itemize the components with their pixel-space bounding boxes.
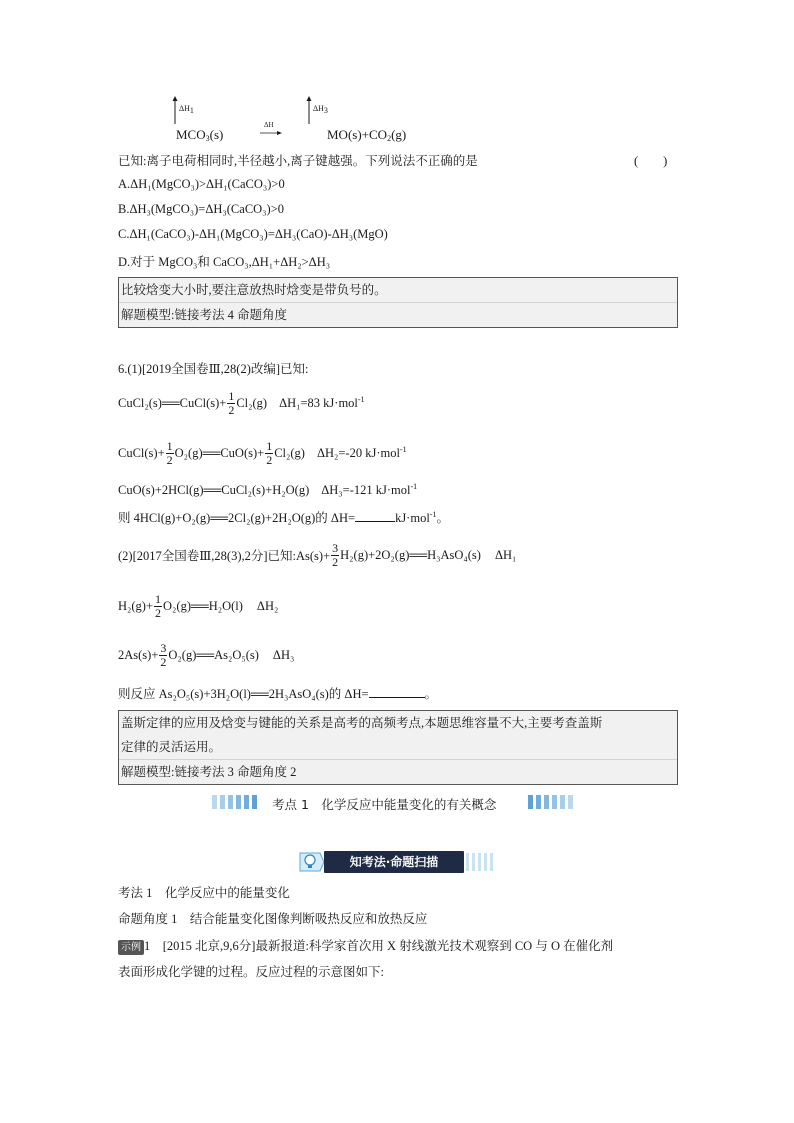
answer-blank[interactable] [369,697,425,698]
angle-heading: 命题角度 1 结合能量变化图像判断吸热反应和放热反应 [118,912,428,926]
q6-eq1: CuCl₂(s) ══ CuCl(s)+ $\frac{1}{2}$ Cl₂(g) ΔH₁=83 kJ·mol$^{-1}$ [118,388,365,417]
q5-answer-paren: ( ) [634,154,668,168]
stripes-left-icon [212,793,262,811]
q6-tip-row-2: 定律的灵活运用。 [121,740,222,754]
q6-eq4: 则 4HCl(g)+O₂(g)══2Cl₂(g)+2H₂O(g)的 ΔH= kJ·mol$^{-1}$。 [118,510,449,525]
q6-tip-box [118,710,678,785]
q5-option-a: A.ΔH₁(MgCO₃)>ΔH₁(CaCO₃)>0 [118,177,285,191]
banner-stripes-icon [466,851,498,873]
q6-p2-eq3: 2As(s)+ $\frac{3}{2}$ O₂(g) ══ As₂O₅(s) ΔH₃ [118,640,295,669]
dh3-label: $\Delta H_3$ [313,104,328,115]
q6-title: 6.(1)[2019全国卷Ⅲ,28(2)改编]已知: [118,362,309,376]
q6-p2-eq2: H₂(g)+ $\frac{1}{2}$ O₂(g) ══ H₂O(l) ΔH₂ [118,591,279,620]
section-title: 考点 1 化学反应中能量变化的有关概念 [272,797,497,812]
lightbulb-icon [296,849,326,875]
q6-model-row: 解题模型:链接考法 3 命题角度 2 [119,759,677,784]
q5-option-c: C.ΔH₁(CaCO₃)-ΔH₁(MgCO₃)=ΔH₃(CaO)-ΔH₃(MgO) [118,227,388,241]
left-species: $MCO_3(s)$ [176,127,224,143]
fraction-half: $\frac{1}{2}$ [228,388,235,417]
q5-option-b: B.ΔH₃(MgCO₃)=ΔH₃(CaCO₃)>0 [118,202,285,216]
fraction-half: $\frac{1}{2}$ [266,438,273,467]
example-line-1: 示例 1 [2015 北京,9,6分]最新报道:科学家首次用 X 射线激光技术观察到 CO 与 O 在催化剂 [118,936,613,955]
arrow-right [260,130,282,136]
equals-sign: ══ [196,647,215,662]
q5-tip-box [118,277,678,328]
fraction-half: $\frac{1}{2}$ [166,438,173,467]
q6-tip-row-1: 盖斯定律的应用及焓变与键能的关系是高考的高频考点,本题思维容量不大,主要考查盖斯 [121,716,603,730]
equals-sign: ══ [202,445,221,460]
q5-model-row: 解题模型:链接考法 4 命题角度 [119,302,677,327]
q5-tip-row: 比较焓变大小时,要注意放热时焓变是带负号的。 [121,283,387,297]
q5-stem: 已知:离子电荷相同时,半径越小,离子键越强。下列说法不正确的是 [118,154,478,168]
fraction-three-half: $\frac{3}{2}$ [332,540,339,569]
equals-sign: ══ [161,395,180,410]
right-species: $MO(s)+CO_2(g)$ [327,127,407,143]
dh1-label: $\Delta H_1$ [179,104,194,115]
q5-option-d: D.对于 MgCO₃和 CaCO₃,ΔH₁+ΔH₂>ΔH₃ [118,255,331,269]
fraction-half: $\frac{1}{2}$ [155,591,162,620]
banner-title: 知考法·命题扫描 [324,851,464,873]
method-heading: 考法 1 化学反应中的能量变化 [118,886,290,900]
equals-sign: ══ [190,598,209,613]
equals-sign: ══ [409,547,428,562]
stripes-right-icon [528,793,578,811]
arrow-label: ΔH [264,121,274,129]
q6-p2-eq4: 则反应 As₂O₅(s)+3H₂O(l)══2H₃AsO₄(s)的 ΔH= 。 [118,687,438,701]
fraction-three-half: $\frac{3}{2}$ [160,640,167,669]
example-line-2: 表面形成化学键的过程。反应过程的示意图如下: [118,965,384,979]
example-tag: 示例 [118,940,144,955]
answer-blank[interactable] [355,521,395,522]
q6-p2-eq1: (2)[2017全国卷Ⅲ,28(3),2分]已知:As(s)+ $\frac{3}{2}$ H₂(g)+2O₂(g) ══ H₃AsO₄(s) ΔH₁ [118,540,517,569]
q6-eq3: CuO(s)+2HCl(g)══CuCl₂(s)+H₂O(g) ΔH₃=-121 kJ·mol$^{-1}$ [118,482,418,497]
q6-eq2: CuCl(s)+ $\frac{1}{2}$ O₂(g) ══ CuO(s)+ $\frac{1}{2}$ Cl₂(g) ΔH₂=-20 kJ·mol$^{-1}$ [118,438,407,467]
